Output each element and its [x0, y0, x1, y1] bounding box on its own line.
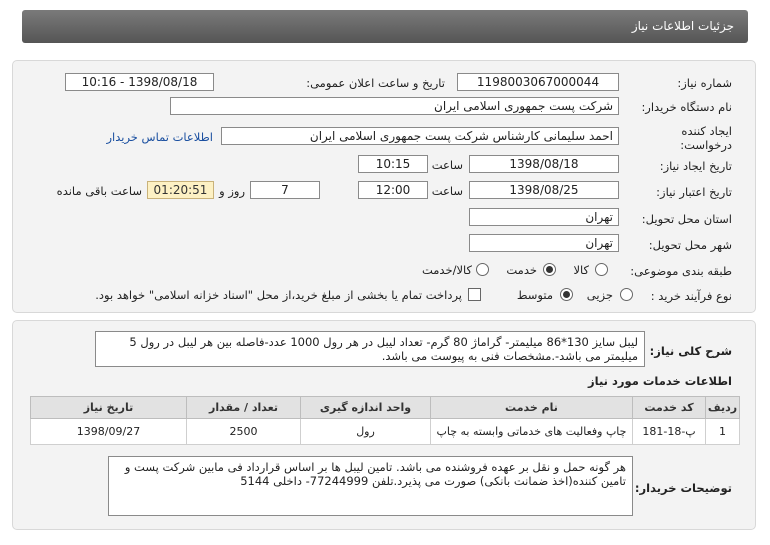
- remaining-time-field: 01:20:51: [147, 181, 214, 199]
- valid-date-field: 1398/08/25: [469, 181, 619, 199]
- province-label: استان محل تحویل:: [641, 212, 732, 226]
- create-date-field: 1398/08/18: [469, 155, 619, 173]
- valid-time-field: 12:00: [358, 181, 428, 199]
- category-goods-service-radio[interactable]: [476, 263, 489, 276]
- process-medium-label: متوسط: [516, 288, 553, 302]
- page-title: جزئیات اطلاعات نیاز: [631, 19, 734, 33]
- announce-label: تاریخ و ساعت اعلان عمومی:: [306, 76, 445, 90]
- days-remaining-field: 7: [250, 181, 320, 199]
- description-box: لیبل سایز 130*86 میلیمتر- گراماژ 80 گرم- تعداد لیبل در هر رول 1000 عدد-فاصله بین هر لیبل در رول 5 میلیمتر می باشد-.مشخصات فنی به پیوست می باشد.: [95, 331, 645, 367]
- process-minor-label: جزیی: [586, 288, 613, 302]
- create-time-label: ساعت: [431, 158, 463, 172]
- col-name-header: نام خدمت: [431, 397, 633, 419]
- process-medium-radio[interactable]: [560, 288, 573, 301]
- days-label: روز و: [219, 184, 245, 198]
- services-table: [30, 396, 740, 445]
- category-service-label: خدمت: [506, 263, 537, 277]
- service-code-cell: پ-18-181: [633, 419, 706, 445]
- create-date-label: تاریخ ایجاد نیاز:: [659, 159, 732, 173]
- creator-label-line2: درخواست:: [680, 138, 732, 152]
- city-field: تهران: [469, 234, 619, 252]
- category-goods-radio[interactable]: [595, 263, 608, 276]
- buyer-notes-box: هر گونه حمل و نقل بر عهده فروشنده می باشد. تامین لیبل ها بر اساس قرارداد فی مابین شرکت پست و تامین کننده(اخذ ضمانت بانکی) صورت می پذیرد.تلفن 77244999- داخلی 5144: [108, 456, 633, 516]
- buyer-org-field: شرکت پست جمهوری اسلامی ایران: [170, 97, 619, 115]
- buyer-notes-label: توضیحات خریدار:: [634, 481, 732, 495]
- need-number-label: شماره نیاز:: [677, 76, 732, 90]
- contact-info-link[interactable]: اطلاعات تماس خریدار: [106, 130, 213, 144]
- row-index-cell: 1: [706, 419, 740, 445]
- category-service-radio[interactable]: [543, 263, 556, 276]
- buyer-org-label: نام دستگاه خریدار:: [641, 100, 732, 114]
- table-row: [31, 419, 740, 445]
- creator-label-line1: ایجاد کننده: [681, 124, 732, 138]
- col-unit-header: واحد اندازه گیری: [301, 397, 431, 419]
- process-type-label: نوع فرآیند خرید :: [650, 289, 732, 303]
- create-time-field: 10:15: [358, 155, 428, 173]
- category-goods-service-label: کالا/خدمت: [421, 263, 472, 277]
- valid-time-label: ساعت: [431, 184, 463, 198]
- page-title-bar: [22, 10, 748, 43]
- city-label: شهر محل تحویل:: [648, 238, 732, 252]
- need-date-cell: 1398/09/27: [31, 419, 187, 445]
- process-minor-radio[interactable]: [620, 288, 633, 301]
- services-heading: اطلاعات خدمات مورد نیاز: [588, 374, 732, 388]
- valid-date-label: تاریخ اعتبار نیاز:: [656, 185, 732, 199]
- quantity-cell: 2500: [187, 419, 301, 445]
- category-goods-label: کالا: [573, 263, 589, 277]
- service-name-cell: چاپ وفعالیت های خدماتی وابسته به چاپ: [431, 419, 633, 445]
- table-header-row: [31, 397, 740, 419]
- col-code-header: کد خدمت: [633, 397, 706, 419]
- col-date-header: تاریخ نیاز: [31, 397, 187, 419]
- col-row-header: ردیف: [706, 397, 740, 419]
- treasury-payment-label: پرداخت تمام یا بخشی از مبلغ خرید،از محل "اسناد خزانه اسلامی" خواهد بود.: [95, 288, 462, 302]
- remaining-time-label: ساعت باقی مانده: [56, 184, 142, 198]
- province-field: تهران: [469, 208, 619, 226]
- col-qty-header: تعداد / مقدار: [187, 397, 301, 419]
- treasury-payment-checkbox[interactable]: [468, 288, 481, 301]
- creator-field: احمد سلیمانی کارشناس شرکت پست جمهوری اسلامی ایران: [221, 127, 619, 145]
- description-label: شرح کلی نیاز:: [649, 344, 732, 358]
- category-label: طبقه بندی موضوعی:: [630, 264, 732, 278]
- unit-cell: رول: [301, 419, 431, 445]
- announce-datetime-field: 1398/08/18 - 10:16: [65, 73, 214, 91]
- need-number-field: 1198003067000044: [457, 73, 619, 91]
